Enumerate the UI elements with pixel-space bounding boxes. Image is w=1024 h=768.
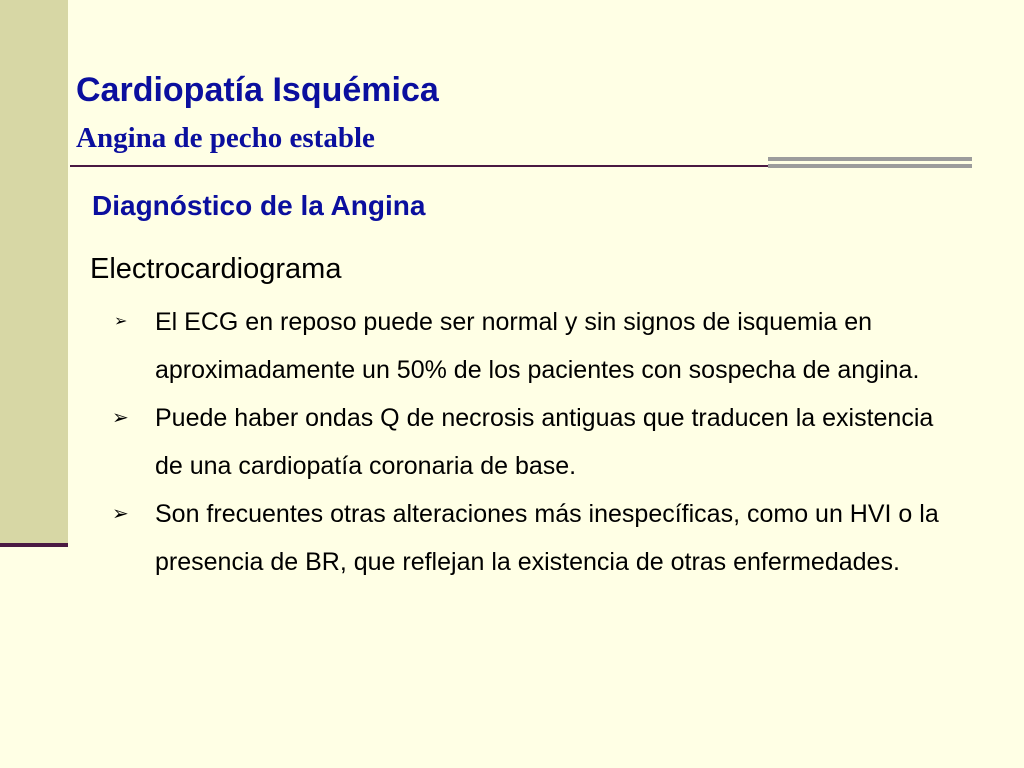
- divider-accent-stripes: [768, 157, 972, 171]
- accent-stripe: [768, 164, 972, 168]
- slide-title: Cardiopatía Isquémica: [76, 71, 439, 109]
- bullet-text: Puede haber ondas Q de necrosis antiguas que traducen la existencia de una cardiopatía coronaria de base.: [155, 404, 934, 480]
- arrow-bullet-icon: ➢: [114, 313, 128, 330]
- left-decorative-bar: [0, 0, 68, 543]
- left-bar-underline: [0, 543, 68, 547]
- arrow-bullet-icon: ➢: [112, 407, 129, 429]
- arrow-bullet-icon: ➢: [112, 503, 129, 525]
- bullet-text: Son frecuentes otras alteraciones más inespecíficas, como un HVI o la presencia de BR, que reflejan la existencia de otras enfermedades.: [155, 500, 939, 576]
- bullet-text: El ECG en reposo puede ser normal y sin signos de isquemia en aproximadamente un 50% de los pacientes con sospecha de angina.: [155, 308, 920, 384]
- title-divider: [70, 165, 770, 167]
- topic-label: Electrocardiograma: [90, 253, 342, 285]
- accent-stripe: [768, 157, 972, 161]
- bullet-list: [108, 298, 968, 586]
- section-heading: Diagnóstico de la Angina: [92, 190, 426, 221]
- slide-subtitle: Angina de pecho estable: [76, 122, 375, 154]
- bullet-item: [108, 394, 968, 490]
- bullet-item: [108, 490, 968, 586]
- bullet-item: [108, 298, 968, 394]
